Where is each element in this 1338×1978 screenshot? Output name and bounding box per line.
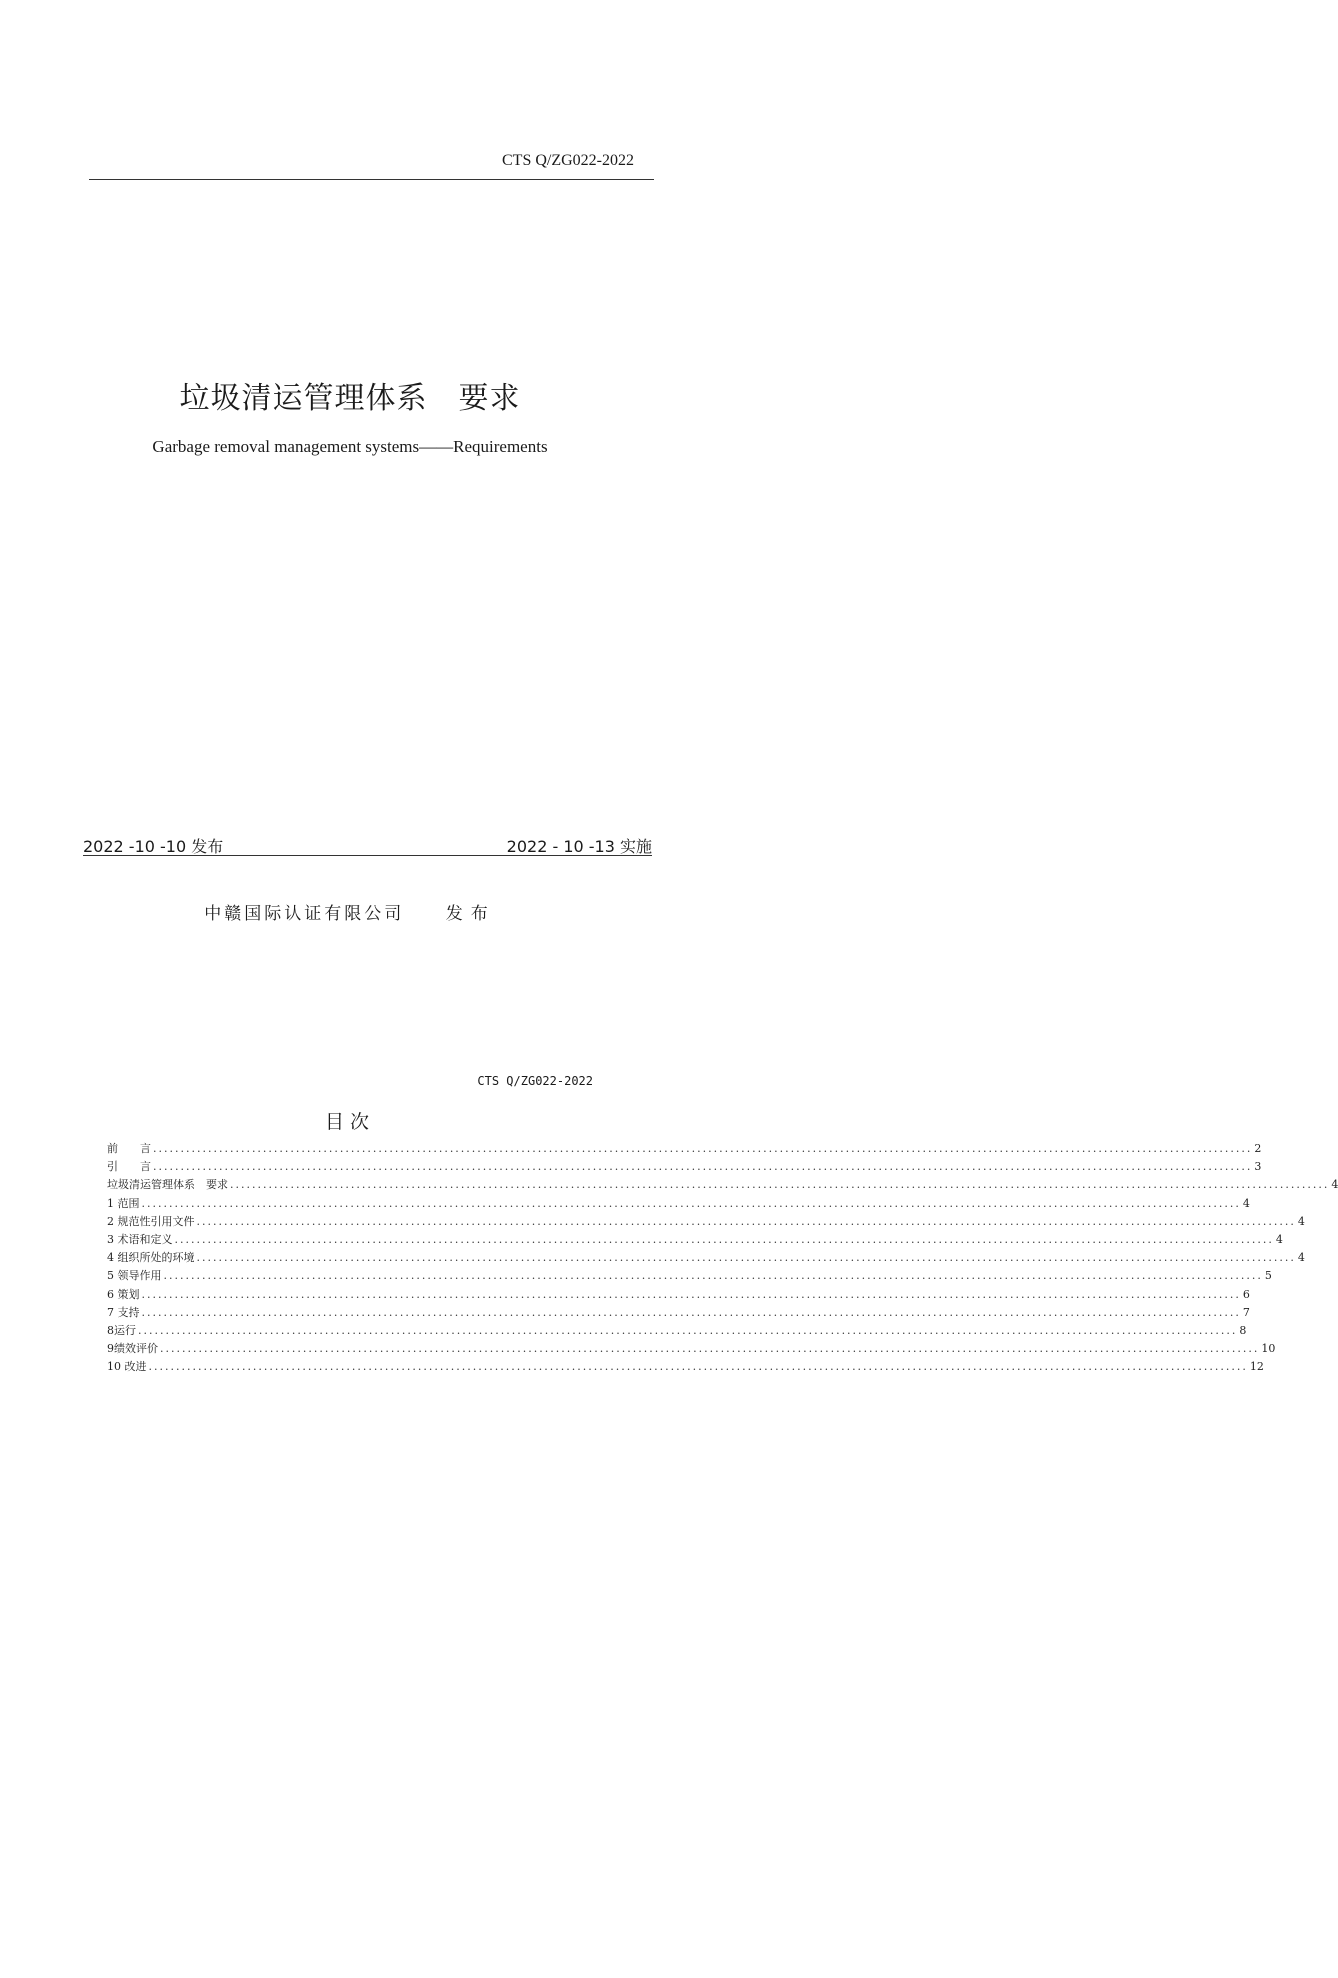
toc-entry-page: 3 bbox=[1254, 1160, 1262, 1174]
toc-dot-leader: ........................................................................................................................................................................................................ bbox=[141, 1305, 1241, 1319]
toc-entry-label: 2 规范性引用文件 bbox=[107, 1214, 195, 1228]
issue-date: 2022 -10 -10 发布 bbox=[83, 837, 224, 856]
toc-dot-leader: ........................................................................................................................................................................................................ bbox=[160, 1342, 1260, 1356]
toc-entry-page: 4 bbox=[1297, 1251, 1305, 1265]
toc-entry-label: 1 范围 bbox=[107, 1196, 140, 1210]
toc-entry[interactable] bbox=[107, 1176, 1338, 1194]
document-title-en: Garbage removal management systems——Requirements bbox=[152, 437, 548, 456]
toc-entry[interactable] bbox=[107, 1195, 1250, 1213]
document-title-cn: 垃圾清运管理体系 要求 bbox=[179, 381, 521, 416]
toc-entry[interactable] bbox=[107, 1140, 1262, 1158]
standard-code: CTS Q/ZG022-2022 bbox=[502, 152, 634, 169]
toc-entry[interactable] bbox=[107, 1304, 1250, 1322]
toc-dot-leader: ........................................................................................................................................................................................................ bbox=[196, 1214, 1296, 1228]
toc-entry[interactable] bbox=[107, 1231, 1283, 1249]
toc-entry-page: 7 bbox=[1242, 1305, 1250, 1319]
toc-entry-label: 8运行 bbox=[107, 1323, 136, 1337]
toc-entry-label: 7 支持 bbox=[107, 1305, 140, 1319]
toc-entry-label: 5 领导作用 bbox=[107, 1269, 162, 1283]
toc-dot-leader: ........................................................................................................................................................................................................ bbox=[174, 1232, 1274, 1246]
toc-entry[interactable] bbox=[107, 1267, 1272, 1285]
date-rule bbox=[83, 855, 652, 856]
toc-entry-page: 4 bbox=[1297, 1214, 1305, 1228]
toc-entry[interactable] bbox=[107, 1286, 1250, 1304]
table-of-contents bbox=[107, 1140, 1338, 1376]
toc-entry[interactable] bbox=[107, 1358, 1264, 1376]
header-rule bbox=[89, 179, 654, 180]
implementation-date: 2022 - 10 -13 实施 bbox=[506, 837, 652, 856]
toc-entry-page: 5 bbox=[1264, 1269, 1272, 1283]
toc-entry-page: 12 bbox=[1249, 1360, 1264, 1374]
toc-entry-page: 8 bbox=[1239, 1323, 1247, 1337]
toc-dot-leader: ........................................................................................................................................................................................................ bbox=[230, 1178, 1330, 1192]
toc-entry[interactable] bbox=[107, 1249, 1305, 1267]
publisher-line bbox=[0, 899, 700, 924]
publisher-organization: 中赣国际认证有限公司 bbox=[204, 904, 405, 924]
toc-standard-code: CTS Q/ZG022-2022 bbox=[477, 1074, 593, 1088]
toc-entry-label: 前 言 bbox=[107, 1142, 151, 1155]
toc-entry-page: 4 bbox=[1275, 1232, 1283, 1246]
toc-entry-label: 9绩效评价 bbox=[107, 1342, 158, 1356]
toc-entry-page: 4 bbox=[1331, 1178, 1338, 1192]
toc-dot-leader: ........................................................................................................................................................................................................ bbox=[153, 1142, 1253, 1155]
toc-dot-leader: ........................................................................................................................................................................................................ bbox=[148, 1360, 1248, 1374]
toc-entry[interactable] bbox=[107, 1322, 1247, 1340]
toc-entry-page: 6 bbox=[1242, 1287, 1250, 1301]
toc-dot-leader: ........................................................................................................................................................................................................ bbox=[141, 1287, 1241, 1301]
toc-dot-leader: ........................................................................................................................................................................................................ bbox=[138, 1323, 1238, 1337]
toc-entry-label: 6 策划 bbox=[107, 1287, 140, 1301]
toc-entry[interactable] bbox=[107, 1213, 1305, 1231]
toc-dot-leader: ........................................................................................................................................................................................................ bbox=[196, 1251, 1296, 1265]
toc-entry-page: 2 bbox=[1254, 1142, 1262, 1155]
toc-title: 目次 bbox=[324, 1111, 375, 1133]
toc-dot-leader: ........................................................................................................................................................................................................ bbox=[141, 1196, 1241, 1210]
toc-entry-label: 垃圾清运管理体系 要求 bbox=[107, 1178, 228, 1192]
toc-entry[interactable] bbox=[107, 1158, 1262, 1176]
toc-dot-leader: ........................................................................................................................................................................................................ bbox=[153, 1160, 1253, 1174]
publisher-action: 发布 bbox=[445, 904, 496, 924]
toc-entry-page: 10 bbox=[1261, 1342, 1276, 1356]
toc-entry-label: 3 术语和定义 bbox=[107, 1232, 173, 1246]
toc-entry-label: 10 改进 bbox=[107, 1360, 147, 1374]
toc-entry[interactable] bbox=[107, 1340, 1276, 1358]
toc-entry-label: 4 组织所处的环境 bbox=[107, 1251, 195, 1265]
toc-entry-page: 4 bbox=[1242, 1196, 1250, 1210]
toc-entry-label: 引 言 bbox=[107, 1160, 151, 1174]
toc-dot-leader: ........................................................................................................................................................................................................ bbox=[163, 1269, 1263, 1283]
